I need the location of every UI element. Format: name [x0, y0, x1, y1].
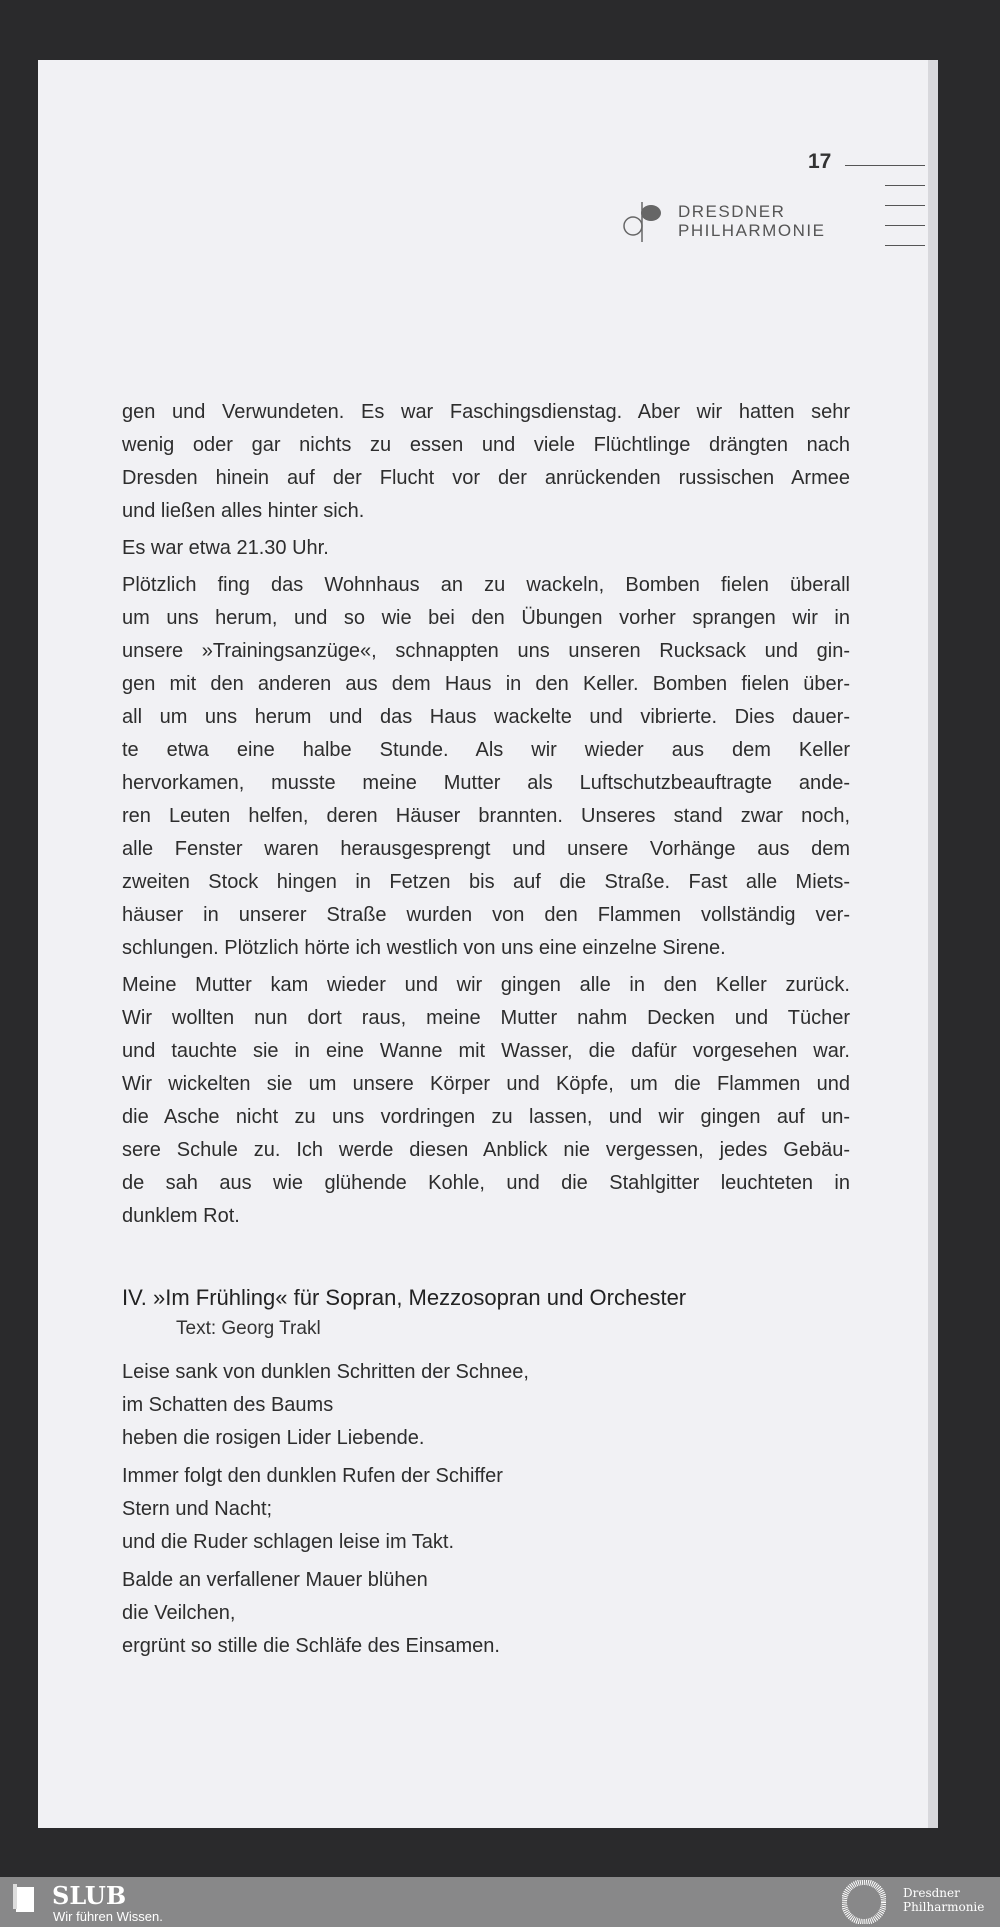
text-line: gen mit den anderen aus dem Haus in den Keller. Bomben fielen über-: [122, 673, 850, 695]
poem-line: die Veilchen,: [122, 1602, 236, 1624]
text-line: Plötzlich fing das Wohnhaus an zu wackeln, Bomben fielen überall: [122, 574, 850, 596]
text-line: wenig oder gar nichts zu essen und viele Flüchtlinge drängten nach: [122, 434, 850, 456]
slub-logo-text: SLUB: [52, 1881, 127, 1910]
text-line: alle Fenster waren herausgesprengt und unsere Vorhänge aus dem: [122, 838, 850, 860]
text-line: Dresden hinein auf der Flucht vor der anrückenden russischen Armee: [122, 467, 850, 489]
footer-bar: [0, 1877, 1000, 1927]
section-heading: IV. »Im Frühling« für Sopran, Mezzosopran und Orchester: [122, 1285, 687, 1310]
paragraph: [122, 532, 850, 565]
text-line: hervorkamen, musste meine Mutter als Luftschutzbeauftragte ande-: [122, 772, 850, 794]
page-number: 17: [808, 150, 832, 173]
poem-line: Stern und Nacht;: [122, 1498, 273, 1520]
text-line: all um uns herum und das Haus wackelte und vibrierte. Dies dauer-: [122, 706, 850, 728]
text-line: häuser in unserer Straße wurden von den Flammen vollständig ver-: [122, 904, 850, 926]
text-line: te etwa eine halbe Stunde. Als wir wieder aus dem Keller: [122, 739, 850, 761]
section-subheading: Text: Georg Trakl: [176, 1318, 321, 1339]
poem-line: ergrünt so stille die Schläfe des Einsamen.: [122, 1635, 500, 1657]
text-line: unsere »Trainingsanzüge«, schnappten uns unseren Rucksack und gin-: [122, 640, 850, 662]
text-line: sere Schule zu. Ich werde diesen Anblick nie vergessen, jedes Gebäu-: [122, 1139, 850, 1161]
text-line: Meine Mutter kam wieder und wir gingen alle in den Keller zurück.: [122, 974, 850, 996]
text-line: und tauchte sie in eine Wanne mit Wasser, die dafür vorgesehen war.: [122, 1040, 850, 1062]
text-line: die Asche nicht zu uns vordringen zu lassen, und wir gingen auf un-: [122, 1106, 850, 1128]
text-line: gen und Verwundeten. Es war Faschingsdienstag. Aber wir hatten sehr: [122, 401, 850, 423]
slub-tagline: Wir führen Wissen.: [53, 1909, 163, 1924]
text-line: Es war etwa 21.30 Uhr.: [122, 537, 329, 559]
poem-stanza: [122, 1356, 850, 1455]
sunburst-logo-icon: [842, 1880, 886, 1924]
poem-line: Leise sank von dunklen Schritten der Schnee,: [122, 1361, 529, 1383]
poem-line: heben die rosigen Lider Liebende.: [122, 1427, 425, 1449]
text-line: ren Leuten helfen, deren Häuser brannten. Unseres stand zwar noch,: [122, 805, 850, 827]
text-line: Wir wollten nun dort raus, meine Mutter nahm Decken und Tücher: [122, 1007, 850, 1029]
poem-line: Immer folgt den dunklen Rufen der Schiffer: [122, 1465, 503, 1487]
poem-line: Balde an verfallener Mauer blühen: [122, 1569, 428, 1591]
text-line: dunklem Rot.: [122, 1205, 240, 1227]
paragraph: [122, 396, 850, 528]
poem-line: im Schatten des Baums: [122, 1394, 334, 1416]
text-line: schlungen. Plötzlich hörte ich westlich von uns eine einzelne Sirene.: [122, 937, 726, 959]
text-line: um uns herum, und so wie bei den Übungen vorher sprangen wir in: [122, 607, 850, 629]
page-edge: [928, 60, 938, 1828]
book-icon: [12, 1883, 36, 1913]
text-line: und ließen alles hinter sich.: [122, 500, 365, 522]
text-line: zweiten Stock hingen in Fetzen bis auf die Straße. Fast alle Miets-: [122, 871, 850, 893]
paragraph: [122, 569, 850, 965]
body-text: [122, 396, 850, 1668]
logo-line-2: PHILHARMONIE: [678, 221, 826, 240]
dresdner-philharmonie-logo: [620, 200, 825, 242]
partner-line-1: Dresdner: [903, 1886, 960, 1900]
poem-line: und die Ruder schlagen leise im Takt.: [122, 1531, 455, 1553]
logo-line-1: DRESDNER: [678, 202, 786, 221]
poem-stanza: [122, 1564, 850, 1663]
poem-stanza: [122, 1460, 850, 1559]
text-line: Wir wickelten sie um unsere Körper und Köpfe, um die Flammen und: [122, 1073, 850, 1095]
partner-line-2: Philharmonie: [903, 1900, 985, 1914]
music-note-logo-icon: [620, 200, 670, 242]
paragraph: [122, 969, 850, 1233]
text-line: de sah aus wie glühende Kohle, und die Stahlgitter leuchteten in: [122, 1172, 850, 1194]
